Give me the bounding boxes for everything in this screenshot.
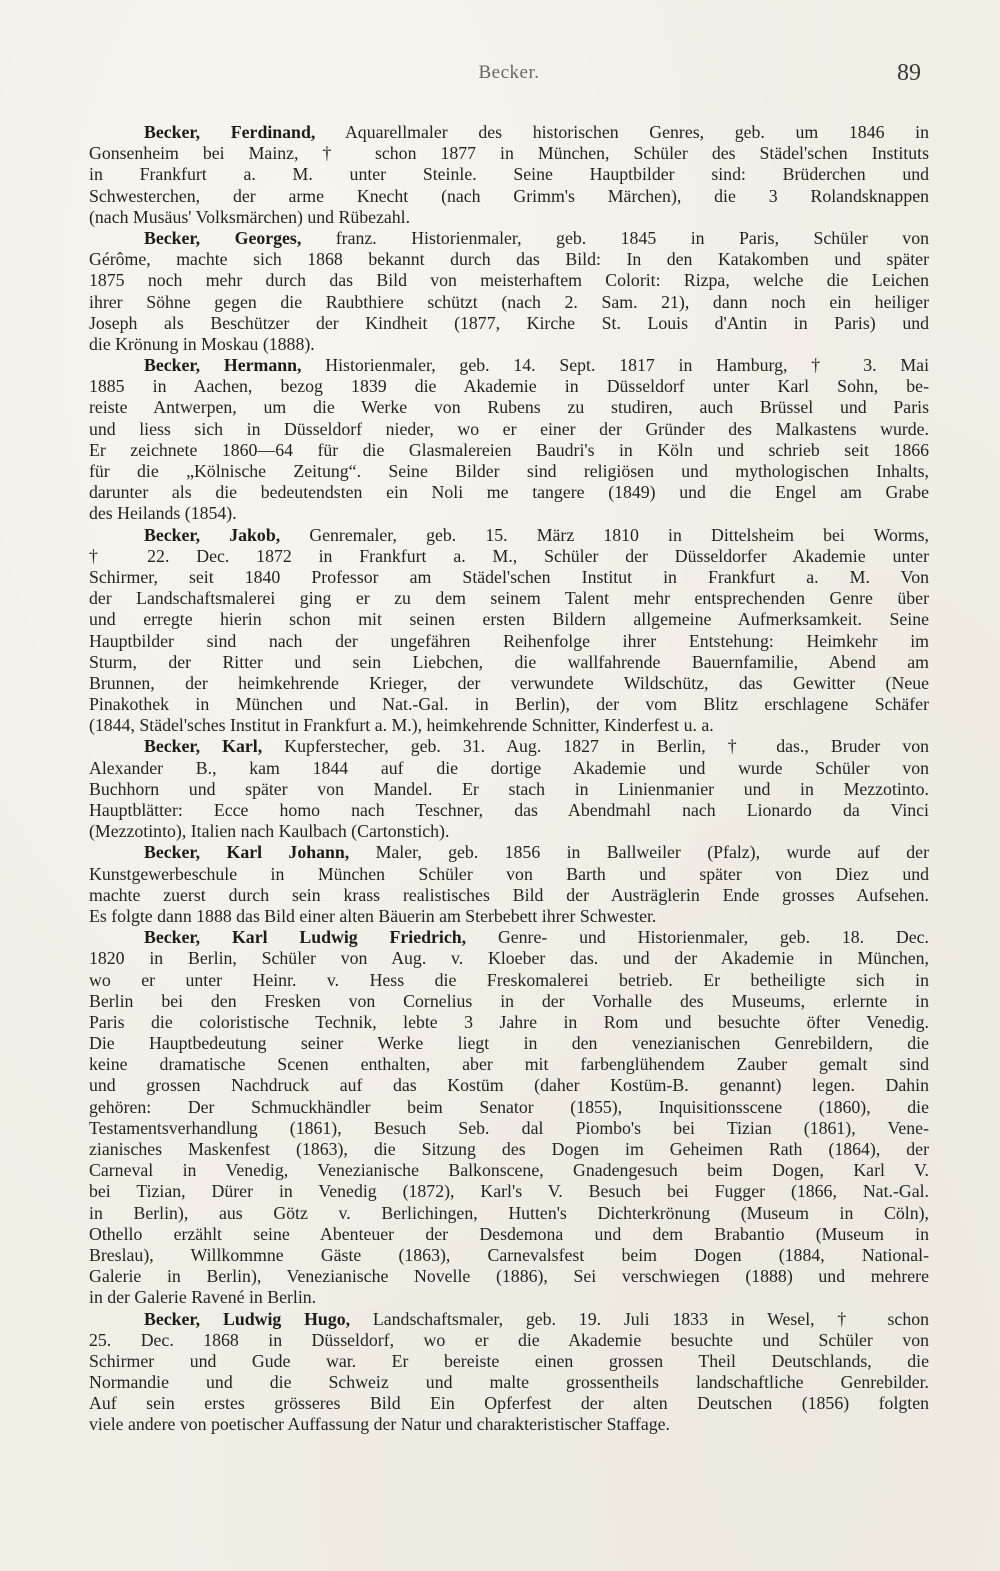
entry-first-line — [89, 355, 929, 376]
entry-line: bei Tizian, Dürer in Venedig (1872), Karl's V. Besuch bei Fugger (1866, Nat.-Gal. — [89, 1181, 929, 1202]
entry-text: Aquarellmaler des historischen Genres, geb. um 1846 in — [344, 122, 929, 142]
entry-line: Sturm, der Ritter und sein Liebchen, die wallfahrende Bauernfamilie, Abend am — [89, 651, 929, 672]
entry-line: Gonsenheim bei Mainz, † schon 1877 in München, Schüler des Städel'schen Instituts — [89, 143, 929, 164]
entry-line: und liess sich in Düsseldorf nieder, wo er einer der Gründer des Malkastens wurde. — [89, 418, 929, 439]
entry-line: Alexander B., kam 1844 auf die dortige Akademie und wurde Schüler von — [89, 757, 929, 778]
dictionary-entry — [89, 1309, 929, 1436]
entry-first-line — [89, 122, 929, 143]
entry-line: wo er unter Heinr. v. Hess die Freskomalerei betrieb. Er betheiligte sich in — [89, 969, 929, 990]
page-header — [89, 62, 929, 94]
entry-line: und grossen Nachdruck auf das Kostüm (daher Kostüm-B. genannt) legen. Dahin — [89, 1075, 929, 1096]
entry-line: 1875 noch mehr durch das Bild von meisterhaftem Colorit: Rizpa, welche die Leichen — [89, 270, 929, 291]
entry-first-line — [89, 842, 929, 863]
entry-line: zianisches Maskenfest (1863), die Sitzung des Dogen im Geheimen Rath (1864), der — [89, 1139, 929, 1159]
entry-line: Schirmer, seit 1840 Professor am Städel'schen Institut in Frankfurt a. M. Von — [89, 566, 929, 587]
entry-line: Othello erzählt seine Abenteuer der Desdemona und dem Brabantio (Museum in — [89, 1223, 929, 1244]
entry-line: Brunnen, der heimkehrende Krieger, der verwundete Wildschütz, das Gewitter (Neue — [89, 672, 929, 693]
entry-line: Er zeichnete 1860—64 für die Glasmalereien Baudri's in Köln und schrieb seit 1866 — [89, 439, 929, 460]
entry-line: Joseph als Beschützer der Kindheit (1877, Kirche St. Louis d'Antin in Paris) und — [89, 312, 929, 333]
entry-line: (1844, Städel'sches Institut in Frankfurt a. M.), heimkehrende Schnitter, Kinderfest u. a. — [89, 715, 714, 736]
entry-line: und erregte hierin schon mit seinen ersten Bildern allgemeine Aufmerksamkeit. Seine — [89, 609, 929, 630]
entry-name: Becker, Ferdinand, — [144, 122, 316, 142]
dictionary-body — [89, 122, 929, 1436]
entry-line: Testamentsverhandlung (1861), Besuch Seb. dal Piombo's bei Tizian (1861), Vene- — [89, 1117, 929, 1138]
entry-first-line — [89, 228, 929, 249]
dictionary-entry — [89, 842, 929, 927]
entry-line: der Landschaftsmalerei ging er zu dem seinem Talent mehr entsprechenden Genre über — [89, 588, 929, 609]
entry-line: Breslau), Willkommne Gäste (1863), Carnevalsfest beim Dogen (1884, National- — [89, 1244, 929, 1265]
entry-line: Galerie in Berlin), Venezianische Novelle (1886), Sei verschwiegen (1888) und mehrere — [89, 1266, 929, 1287]
entry-line: (nach Musäus' Volksmärchen) und Rübezahl. — [89, 206, 411, 227]
entry-line: viele andere von poetischer Auffassung der Natur und charakteristischer Staffage. — [89, 1414, 670, 1435]
entry-line: Berlin bei den Fresken von Cornelius in der Vorhalle des Museums, erlernte in — [89, 990, 929, 1011]
entry-text: Genremaler, geb. 15. März 1810 in Dittelsheim bei Worms, — [309, 524, 929, 545]
entry-line: Es folgte dann 1888 das Bild einer alten Bäuerin am Sterbebett ihrer Schwester. — [89, 905, 657, 926]
entry-line: gehören: Der Schmuckhändler beim Senator (1855), Inquisitionsscene (1860), die — [89, 1096, 929, 1117]
entry-first-line — [89, 927, 929, 948]
entry-line: Auf sein erstes grösseres Bild Ein Opferfest der alten Deutschen (1856) folgten — [89, 1393, 929, 1414]
entry-name: Becker, Karl, — [144, 736, 263, 757]
entry-line: reiste Antwerpen, um die Werke von Rubens zu studiren, auch Brüssel und Paris — [89, 397, 929, 418]
dictionary-entry — [89, 525, 929, 737]
entry-text: Maler, geb. 1856 in Ballweiler (Pfalz), wurde auf der — [375, 842, 929, 863]
entry-line: 25. Dec. 1868 in Düsseldorf, wo er die Akademie besuchte und Schüler von — [89, 1329, 929, 1350]
page-number: 89 — [897, 60, 921, 86]
entry-text: Historienmaler, geb. 14. Sept. 1817 in Hamburg, † 3. Mai — [325, 355, 929, 376]
entry-line: in der Galerie Ravené in Berlin. — [89, 1287, 317, 1308]
entry-line: Gérôme, machte sich 1868 bekannt durch das Bild: In den Katakomben und später — [89, 249, 929, 270]
entry-line: ihrer Söhne gegen die Raubthiere schützt (nach 2. Sam. 21), dann noch ein heiliger — [89, 291, 929, 312]
entry-line: die Krönung in Moskau (1888). — [89, 333, 315, 354]
entry-first-line — [89, 1309, 929, 1330]
entry-line: Schirmer und Gude war. Er bereiste einen grossen Theil Deutschlands, die — [89, 1350, 929, 1371]
entry-line: Normandie und die Schweiz und malte grossentheils landschaftliche Genrebilder. — [89, 1372, 929, 1393]
entry-line: Hauptblätter: Ecce homo nach Teschner, das Abendmahl nach Lionardo da Vinci — [89, 800, 929, 820]
entry-name: Becker, Ludwig Hugo, — [144, 1308, 351, 1329]
entry-line: Pinakothek in München und Nat.-Gal. in Berlin), der vom Blitz erschlagene Schäfer — [89, 694, 929, 715]
entry-text: franz. Historienmaler, geb. 1845 in Paris, Schüler von — [335, 227, 929, 248]
entry-text: Genre- und Historienmaler, geb. 18. Dec. — [497, 927, 929, 948]
entry-line: in Frankfurt a. M. unter Steinle. Seine Hauptbilder sind: Brüderchen und — [89, 164, 929, 185]
entry-line: Schwesterchen, der arme Knecht (nach Grimm's Märchen), die 3 Rolandsknappen — [89, 185, 929, 206]
running-head: Becker. — [478, 62, 540, 83]
entry-name: Becker, Jakob, — [144, 524, 281, 545]
entry-line: 1820 in Berlin, Schüler von Aug. v. Kloeber das. und der Akademie in München, — [89, 948, 929, 969]
entry-name: Becker, Hermann, — [144, 355, 302, 376]
dictionary-entry — [89, 927, 929, 1308]
entry-name: Becker, Karl Johann, — [144, 842, 350, 863]
entry-line: machte zuerst durch sein krass realistisches Bild der Austräglerin Ende grosses Aufsehen. — [89, 884, 929, 905]
entry-name: Becker, Karl Ludwig Friedrich, — [144, 927, 467, 948]
dictionary-entry — [89, 122, 929, 228]
entry-line: darunter als die bedeutendsten ein Noli me tangere (1849) und die Engel am Grabe — [89, 482, 929, 503]
entry-first-line — [89, 736, 929, 757]
entry-line: Buchhorn und später von Mandel. Er stach in Linienmanier und in Mezzotinto. — [89, 778, 929, 799]
entry-line: in Berlin), aus Götz v. Berlichingen, Hutten's Dichterkrönung (Museum in Cöln), — [89, 1202, 929, 1223]
entry-line: Hauptbilder sind nach der ungefähren Reihenfolge ihrer Entstehung: Heimkehr im — [89, 630, 929, 651]
entry-line: 1885 in Aachen, bezog 1839 die Akademie in Düsseldorf unter Karl Sohn, be- — [89, 376, 929, 397]
dictionary-entry — [89, 736, 929, 842]
entry-line: keine dramatische Scenen enthalten, aber mit farbenglühendem Zauber gemalt sind — [89, 1054, 929, 1075]
dictionary-entry — [89, 355, 929, 525]
entry-name: Becker, Georges, — [144, 227, 302, 248]
entry-line: des Heilands (1854). — [89, 503, 237, 524]
entry-text: Kupferstecher, geb. 31. Aug. 1827 in Berlin, † das., Bruder von — [284, 736, 929, 757]
entry-line: (Mezzotinto), Italien nach Kaulbach (Cartonstich). — [89, 821, 450, 842]
entry-line: Carneval in Venedig, Venezianische Balkonscene, Gnadengesuch beim Dogen, Karl V. — [89, 1160, 929, 1181]
dictionary-entry — [89, 228, 929, 355]
entry-line: Paris die coloristische Technik, lebte 3 Jahre in Rom und besuchte öfter Venedig. — [89, 1011, 929, 1032]
entry-line: † 22. Dec. 1872 in Frankfurt a. M., Schüler der Düsseldorfer Akademie unter — [89, 545, 929, 566]
entry-first-line — [89, 525, 929, 546]
entry-text: Landschaftsmaler, geb. 19. Juli 1833 in Wesel, † schon — [372, 1308, 929, 1329]
entry-line: Kunstgewerbeschule in München Schüler von Barth und später von Diez und — [89, 863, 929, 884]
entry-line: Die Hauptbedeutung seiner Werke liegt in den venezianischen Genrebildern, die — [89, 1033, 929, 1054]
entry-line: für die „Kölnische Zeitung“. Seine Bilder sind religiösen und mythologischen Inhalts, — [89, 461, 929, 481]
